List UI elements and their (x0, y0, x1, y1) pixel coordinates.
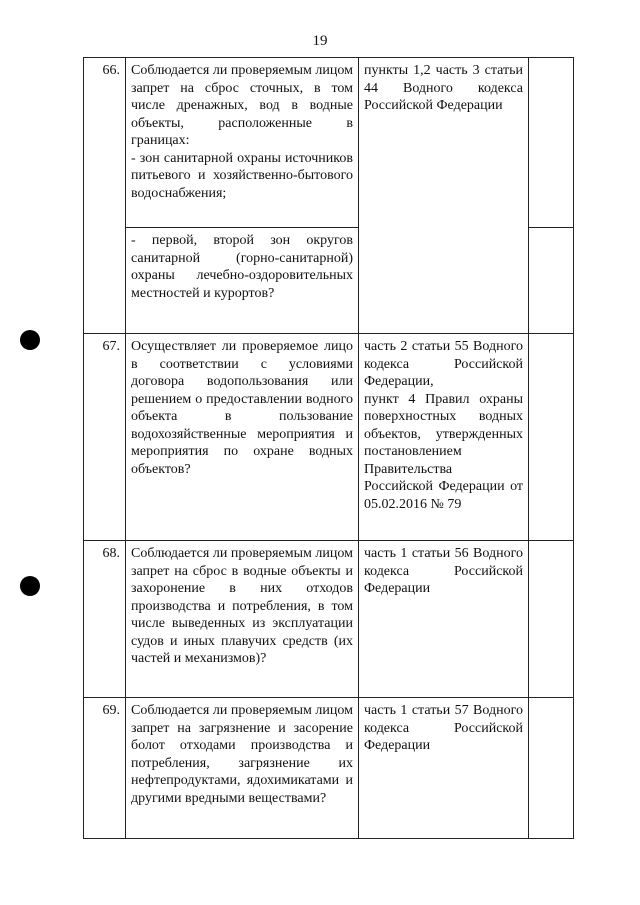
legal-reference: часть 2 статьи 55 Водного кодекса Российской Федерации, пункт 4 Правил охраны поверхностных водных объектов, утвержденных постановлением Правительства Российской Федерации от 05.02.2016 № 79 (359, 334, 529, 541)
checklist-table (83, 57, 574, 839)
row-number: 67. (84, 334, 126, 541)
punch-hole (20, 330, 40, 350)
page-number: 19 (312, 33, 328, 49)
table-row (84, 541, 574, 698)
table-row (84, 698, 574, 839)
question-text: - первой, второй зон округов санитарной (горно-санитарной) охраны лечебно-оздоровительных местностей и курортов? (126, 228, 359, 334)
legal-reference: пункты 1,2 часть 3 статьи 44 Водного кодекса Российской Федерации (359, 58, 529, 334)
question-text: Соблюдается ли проверяемым лицом запрет на сброс в водные объекты и захоронение в них отходов производства и потребления, в том числе выведенных из эксплуатации судов и иных плавучих средств (их частей и механизмов)? (126, 541, 359, 698)
legal-reference: часть 1 статьи 57 Водного кодекса Российской Федерации (359, 698, 529, 839)
blank-cell (529, 698, 574, 839)
punch-hole (20, 576, 40, 596)
legal-reference: часть 1 статьи 56 Водного кодекса Российской Федерации (359, 541, 529, 698)
question-text: Соблюдается ли проверяемым лицом запрет на сброс сточных, в том числе дренажных, вод в водные объекты, расположенные в границах: - зон санитарной охраны источников питьевого и хозяйственно-бытового водоснабжения; (126, 58, 359, 228)
question-text: Соблюдается ли проверяемым лицом запрет на загрязнение и засорение болот отходами производства и потребления, загрязнение их нефтепродуктами, ядохимикатами и другими вредными веществами? (126, 698, 359, 839)
table-row (84, 334, 574, 541)
blank-cell (529, 541, 574, 698)
table-row (84, 58, 574, 228)
row-number: 68. (84, 541, 126, 698)
row-number: 66. (84, 58, 126, 334)
row-number: 69. (84, 698, 126, 839)
blank-cell (529, 58, 574, 228)
question-text: Осуществляет ли проверяемое лицо в соответствии с условиями договора водопользования или решением о предоставлении водного объекта в пользование водохозяйственные мероприятия и мероприятия по охране водных объектов? (126, 334, 359, 541)
blank-cell (529, 228, 574, 334)
blank-cell (529, 334, 574, 541)
